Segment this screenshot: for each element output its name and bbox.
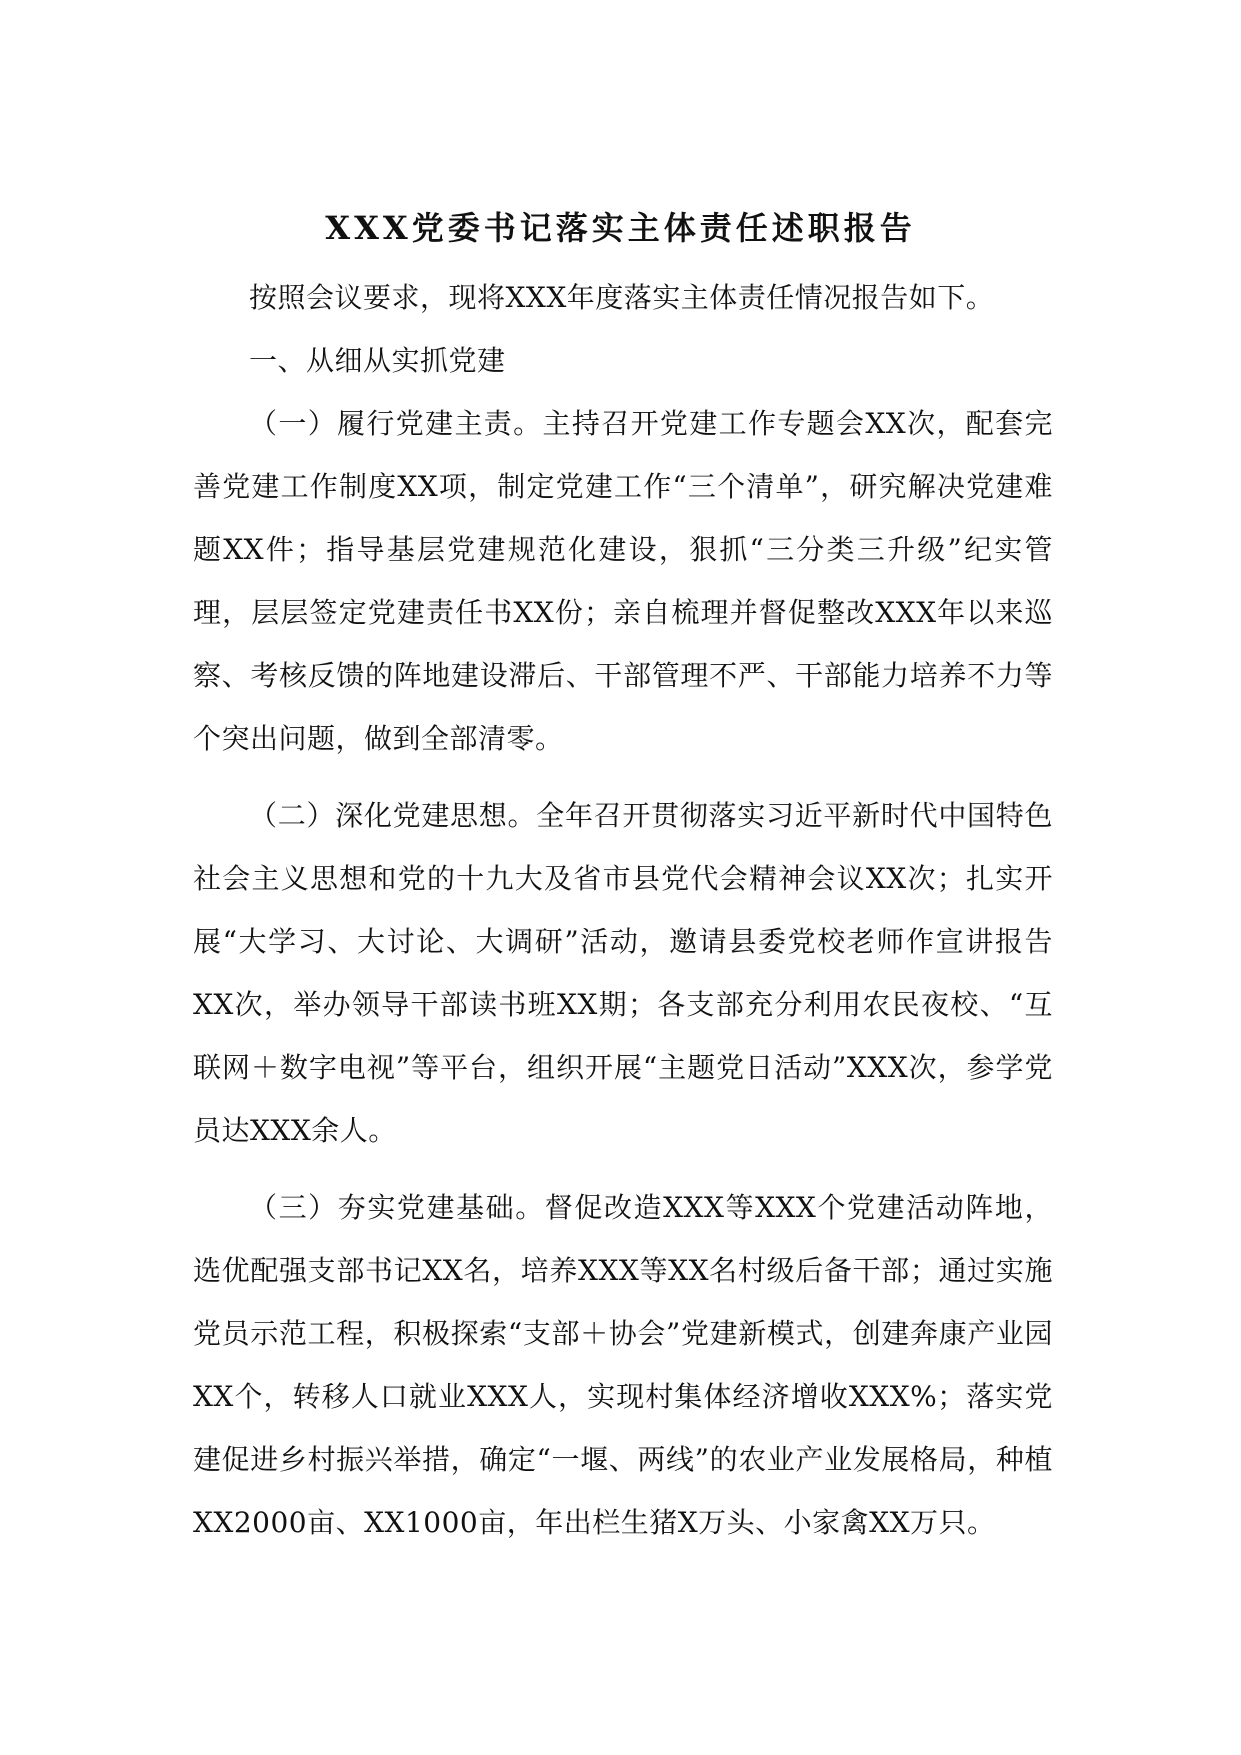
body-paragraph: （三）夯实党建基础。督促改造XXX等XXX个党建活动阵地，选优配强支部书记XX名，培养XXX等XX名村级后备干部；通过实施党员示范工程，积极探索“支部＋协会”党建新模式，创建奔康产业园XX个，转移人口就业XXX人，实现村集体经济增收XXX%；落实党建促进乡村振兴举措，确定“一堰、两线”的农业产业发展格局，种植XX2000亩、XX1000亩，年出栏生猪X万头、小家禽XX万只。 xyxy=(193,1191,1053,1539)
body-paragraph: （一）履行党建主责。主持召开党建工作专题会XX次，配套完善党建工作制度XX项，制定党建工作“三个清单”，研究解决党建难题XX件；指导基层党建规范化建设，狠抓“三分类三升级”纪实管理，层层签定党建责任书XX份；亲自梳理并督促整改XXX年以来巡察、考核反馈的阵地建设滞后、干部管理不严、干部能力培养不力等个突出问题，做到全部清零。 xyxy=(193,407,1053,755)
document-body xyxy=(193,266,1053,1554)
document-title: XXX党委书记落实主体责任述职报告 xyxy=(325,209,916,247)
intro-paragraph: 按照会议要求，现将XXX年度落实主体责任情况报告如下。 xyxy=(249,281,995,314)
section-heading: 一、从细从实抓党建 xyxy=(249,344,506,377)
body-paragraph: （二）深化党建思想。全年召开贯彻落实习近平新时代中国特色社会主义思想和党的十九大及省市县党代会精神会议XX次；扎实开展“大学习、大讨论、大调研”活动，邀请县委党校老师作宣讲报告XX次，举办领导干部读书班XX期；各支部充分利用农民夜校、“互联网＋数字电视”等平台，组织开展“主题党日活动”XXX次，参学党员达XXX余人。 xyxy=(193,799,1053,1147)
